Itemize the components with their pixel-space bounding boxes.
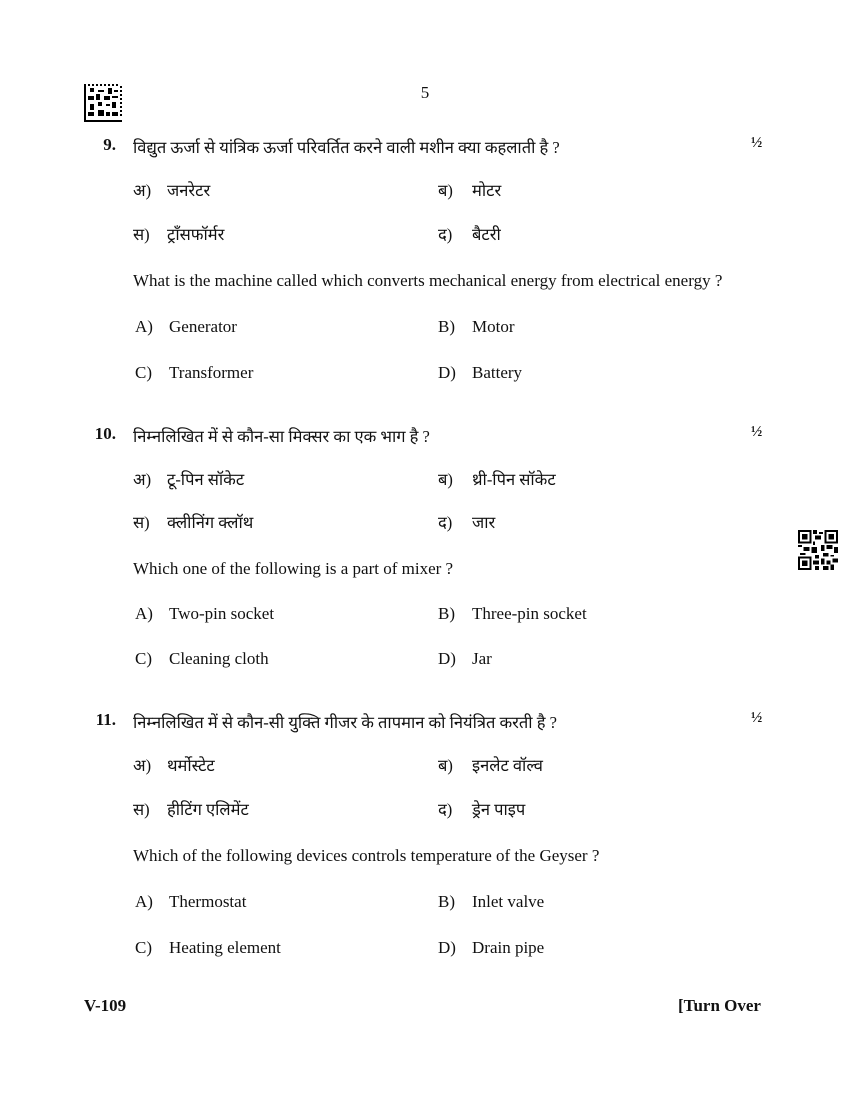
option-en-b: B) Motor — [438, 317, 515, 336]
qr-code-icon — [798, 530, 838, 570]
option-hi-a: अ) जनरेटर — [133, 181, 211, 200]
question-marks: ½ — [751, 135, 763, 151]
option-en-a: A) Generator — [135, 317, 237, 336]
option-hi-d: द) जार — [438, 513, 496, 532]
question-marks: ½ — [751, 424, 763, 440]
question-marks: ½ — [751, 710, 763, 726]
question-text-hindi: निम्नलिखित में से कौन-सा मिक्सर का एक भाग है ? — [133, 427, 430, 446]
option-en-d: D) Drain pipe — [438, 938, 545, 957]
question-text-english: What is the machine called which converts mechanical energy from electrical energy ? — [133, 271, 723, 290]
option-hi-b: ब) मोटर — [438, 181, 502, 200]
option-en-d: D) Battery — [438, 363, 523, 382]
option-en-d: D) Jar — [438, 649, 492, 668]
question-text-english: Which of the following devices controls temperature of the Geyser ? — [133, 846, 600, 865]
turn-over-label: [Turn Over — [678, 996, 761, 1015]
question-number: 9. — [103, 135, 116, 154]
option-en-c: C) Heating element — [135, 938, 281, 957]
question-text-hindi: विद्युत ऊर्जा से यांत्रिक ऊर्जा परिवर्तित करने वाली मशीन क्या कहलाती है ? — [133, 138, 560, 157]
option-hi-c: स) ट्राँसफॉर्मर — [133, 225, 225, 244]
question-number: 10. — [94, 424, 116, 443]
option-hi-b: ब) इनलेट वॉल्व — [438, 756, 543, 775]
question-text-hindi: निम्नलिखित में से कौन-सी युक्ति गीजर के तापमान को नियंत्रित करती है ? — [133, 713, 557, 732]
option-en-b: B) Inlet valve — [438, 892, 545, 911]
option-hi-d: द) ड्रेन पाइप — [438, 800, 526, 819]
option-hi-d: द) बैटरी — [438, 225, 501, 244]
question-text-english: Which one of the following is a part of mixer ? — [133, 559, 454, 578]
option-hi-c: स) क्लीनिंग क्लॉथ — [133, 513, 254, 532]
option-en-c: C) Transformer — [135, 363, 254, 382]
option-en-c: C) Cleaning cloth — [135, 649, 269, 668]
question-number: 11. — [95, 710, 116, 729]
option-en-a: A) Thermostat — [135, 892, 247, 911]
paper-code: V-109 — [84, 996, 127, 1015]
option-hi-c: स) हीटिंग एलिमेंट — [133, 800, 249, 819]
page-number: 5 — [420, 83, 430, 102]
option-en-a: A) Two-pin socket — [135, 604, 275, 623]
option-en-b: B) Three-pin socket — [438, 604, 587, 623]
option-hi-a: अ) टू-पिन सॉकेट — [133, 470, 245, 489]
option-hi-a: अ) थर्मोस्टेट — [133, 756, 215, 775]
option-hi-b: ब) थ्री-पिन सॉकेट — [438, 470, 556, 489]
